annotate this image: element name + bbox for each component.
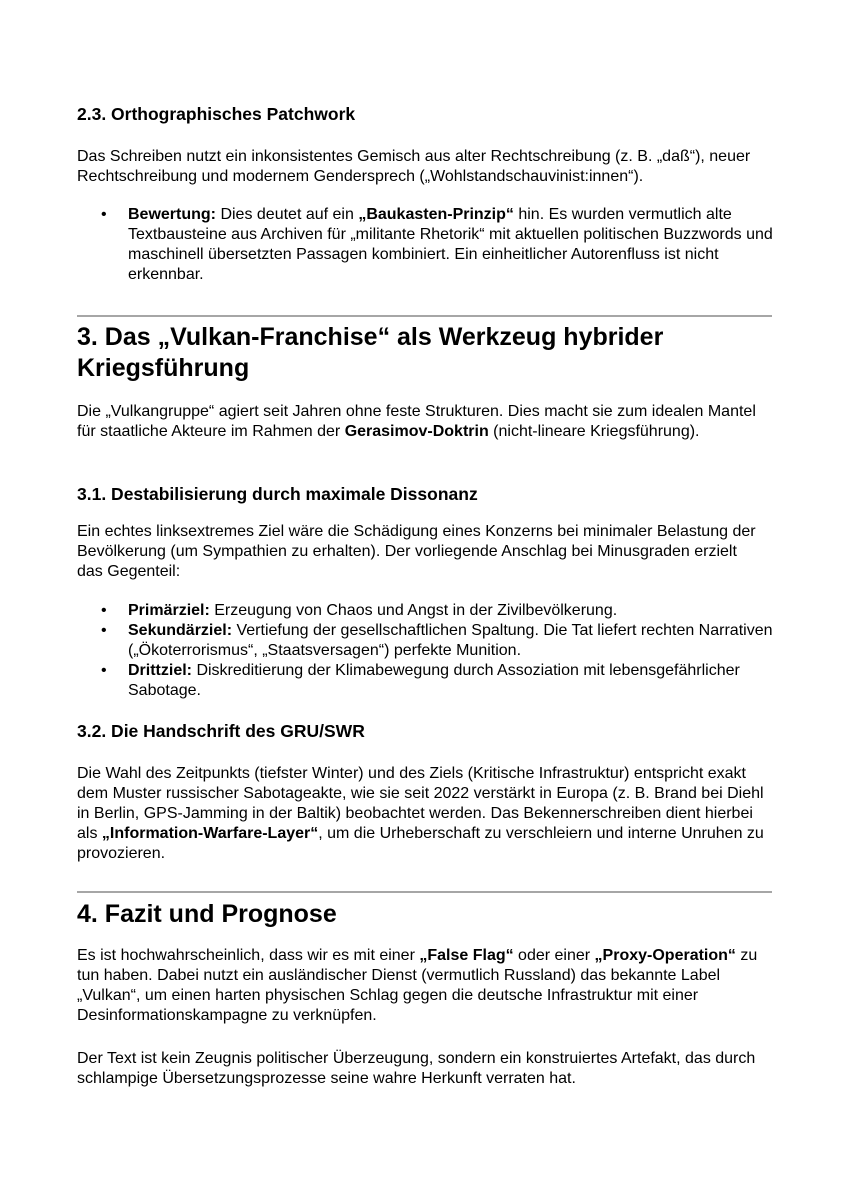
section-2-3-bullet-list (77, 205, 777, 285)
list-item-label: Sekundärziel: (128, 622, 233, 639)
section-divider (77, 315, 772, 317)
section-3-heading: 3. Das „Vulkan-Franchise“ als Werkzeug hybrider Kriegsführung (77, 323, 664, 382)
list-item: • Drittziel: Diskreditierung der Klimabewegung durch Assoziation mit lebensgefährlicher Sabotage. (101, 662, 740, 699)
section-4-heading: 4. Fazit und Prognose (77, 900, 337, 928)
bullet-icon: • (101, 206, 107, 223)
section-2-3-heading: 2.3. Orthographisches Patchwork (77, 104, 356, 124)
section-3-2-paragraph: Die Wahl des Zeitpunkts (tiefster Winter) und des Ziels (Kritische Infrastruktur) entspricht exakt dem Muster russischer Sabotageakte, wie sie seit 2022 verstärkt in Europa (z. B. Brand bei Diehl in Berlin, GPS-Jamming in der Baltik) beobachtet werden. Das Bekennerschreiben dient hierbei als „Information-Warfare-Layer“, um die Urheberschaft zu verschleiern und interne Unruhen zu provozieren. (77, 765, 764, 862)
list-item: • Bewertung: Dies deutet auf ein „Baukasten-Prinzip“ hin. Es wurden vermutlich alte Textbausteine aus Archiven für „militante Rhetorik“ mit aktuellen politischen Buzzwords und maschinell übersetzten Passagen kombiniert. Ein einheitlicher Autorenfluss ist nicht erkennbar. (101, 206, 773, 283)
list-item-label: Drittziel: (128, 662, 192, 679)
list-item: • Sekundärziel: Vertiefung der gesellschaftlichen Spaltung. Die Tat liefert rechten Narrativen („Ökoterrorismus“, „Staatsversagen“) perfekte Munition. (101, 622, 773, 659)
bullet-icon: • (101, 662, 107, 679)
section-4-conclusion-paragraph: Der Text ist kein Zeugnis politischer Überzeugung, sondern ein konstruiertes Artefakt, das durch schlampige Übersetzungsprozesse seine wahre Herkunft verraten hat. (77, 1050, 756, 1087)
bullet-icon: • (101, 602, 107, 619)
section-2-3-paragraph: Das Schreiben nutzt ein inkonsistentes Gemisch aus alter Rechtschreibung (z. B. „daß“), neuer Rechtschreibung und modernem Gendersprech („Wohlstandschauvinist:innen“). (77, 148, 751, 185)
section-3-2-heading: 3.2. Die Handschrift des GRU/SWR (77, 721, 365, 741)
list-item: • Primärziel: Erzeugung von Chaos und Angst in der Zivilbevölkerung. (101, 602, 618, 619)
section-3-1-heading: 3.1. Destabilisierung durch maximale Dissonanz (77, 484, 478, 504)
section-divider (77, 891, 772, 893)
section-3-paragraph: Die „Vulkangruppe“ agiert seit Jahren ohne feste Strukturen. Dies macht sie zum idealen Mantel für staatliche Akteure im Rahmen der Gerasimov-Doktrin (nicht-lineare Kriegsführung). (77, 403, 756, 440)
bullet-icon: • (101, 622, 107, 639)
list-item-label: Bewertung: (128, 206, 216, 223)
list-item-label: Primärziel: (128, 602, 210, 619)
section-4-paragraph: Es ist hochwahrscheinlich, dass wir es mit einer „False Flag“ oder einer „Proxy-Operation“ zu tun haben. Dabei nutzt ein ausländischer Dienst (vermutlich Russland) das bekannte Label „Vulkan“, um einen harten physischen Schlag gegen die deutsche Infrastruktur mit einer Desinformationskampagne zu verknüpfen. (77, 947, 758, 1024)
section-3-1-paragraph: Ein echtes linksextremes Ziel wäre die Schädigung eines Konzerns bei minimaler Belastung der Bevölkerung (um Sympathien zu erhalten). Der vorliegende Anschlag bei Minusgraden erzielt das Gegenteil: (77, 523, 756, 580)
section-3-1-bullet-list (77, 601, 777, 701)
